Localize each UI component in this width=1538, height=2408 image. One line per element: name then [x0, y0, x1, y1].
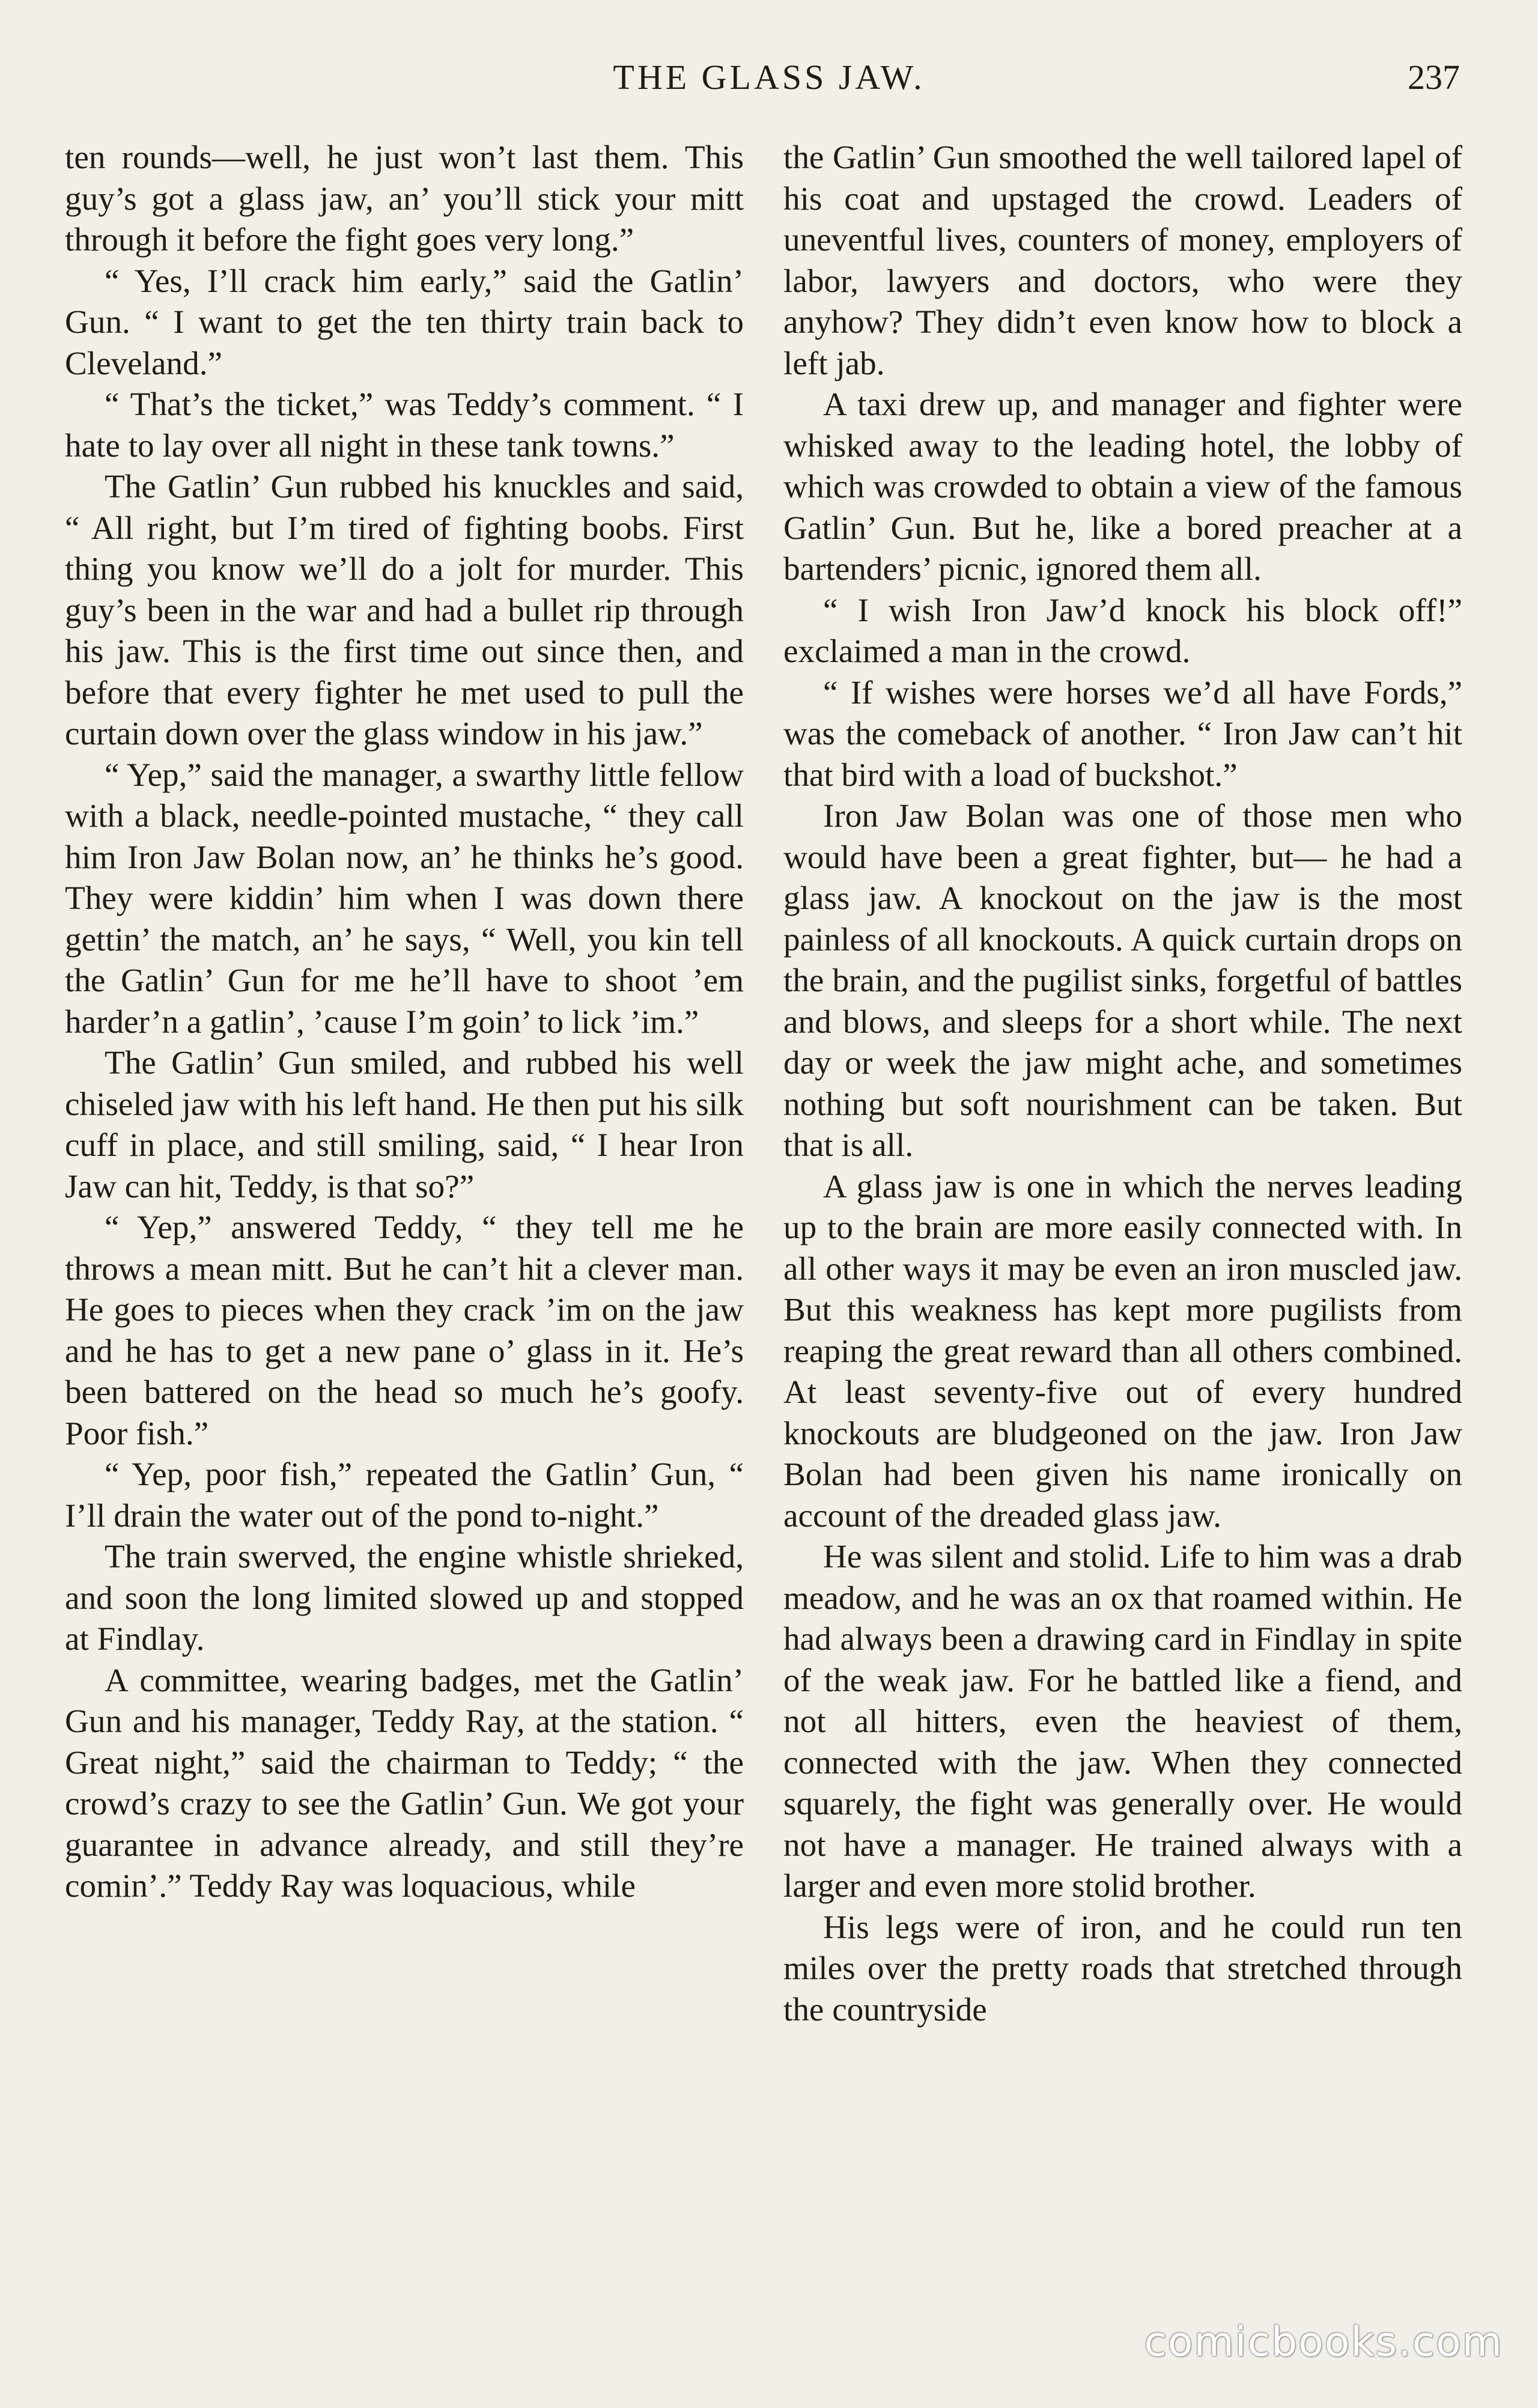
- paragraph: A committee, wearing badges, met the Gatlin’ Gun and his manager, Teddy Ray, at the station. “ Great night,” said the chairman to Teddy; “ the crowd’s crazy to see the Gatlin’ Gun. We got your guarantee in advance already, and still they’re comin’.” Teddy Ray was loquacious, while: [65, 1661, 744, 1904]
- page-header: [0, 57, 1538, 111]
- left-column: [65, 137, 744, 1907]
- paragraph: A glass jaw is one in which the nerves leading up to the brain are more easily connected with. In all other ways it may be even an iron muscled jaw. But this weakness has kept more pugilists from reaping the great reward than all others combined. At least seventy-five out of every hundred knockouts are bludgeoned on the jaw. Iron Jaw Bolan had been given his name ironically on account of the dreaded glass jaw.: [783, 1167, 1462, 1534]
- right-column: [783, 137, 1462, 2030]
- paragraph: The train swerved, the engine whistle shrieked, and soon the long limited slowed up and stopped at Findlay.: [65, 1538, 744, 1657]
- paragraph: the Gatlin’ Gun smoothed the well tailored lapel of his coat and upstaged the crowd. Leaders of uneventful lives, counters of money, employers of labor, lawyers and doctors, who were they anyhow? They didn’t even know how to block a left jab.: [783, 139, 1462, 382]
- paragraph: Iron Jaw Bolan was one of those men who would have been a great fighter, but— he had a glass jaw. A knockout on the jaw is the most painless of all knockouts. A quick curtain drops on the brain, and the pugilist sinks, forgetful of battles and blows, and sleeps for a short while. The next day or week the jaw might ache, and sometimes nothing but soft nourishment can be taken. But that is all.: [783, 797, 1462, 1163]
- paragraph: “ I wish Iron Jaw’d knock his block off!” exclaimed a man in the crowd.: [783, 591, 1462, 669]
- paragraph: “ If wishes were horses we’d all have Fords,” was the comeback of another. “ Iron Jaw can’t hit that bird with a load of buckshot.”: [783, 673, 1462, 793]
- running-title: THE GLASS JAW.: [613, 58, 925, 97]
- paragraph: “ That’s the ticket,” was Teddy’s comment. “ I hate to lay over all night in these tank towns.”: [65, 386, 744, 464]
- paragraph: He was silent and stolid. Life to him was a drab meadow, and he was an ox that roamed within. He had always been a drawing card in Findlay in spite of the weak jaw. For he battled like a fiend, and not all hitters, even the heaviest of them, connected with the jaw. When they connected squarely, the fight was generally over. He would not have a manager. He trained always with a larger and even more stolid brother.: [783, 1538, 1462, 1904]
- paragraph: ten rounds—well, he just won’t last them. This guy’s got a glass jaw, an’ you’ll stick your mitt through it before the fight goes very long.”: [65, 139, 744, 258]
- paragraph: The Gatlin’ Gun rubbed his knuckles and said, “ All right, but I’m tired of fighting boobs. First thing you know we’ll do a jolt for murder. This guy’s been in the war and had a bullet rip through his jaw. This is the first time out since then, and before that every fighter he met used to pull the curtain down over the glass window in his jaw.”: [65, 468, 744, 752]
- paragraph: The Gatlin’ Gun smiled, and rubbed his well chiseled jaw with his left hand. He then put his silk cuff in place, and still smiling, said, “ I hear Iron Jaw can hit, Teddy, is that so?”: [65, 1044, 744, 1205]
- page-number: 237: [1408, 58, 1460, 97]
- paragraph: His legs were of iron, and he could run ten miles over the pretty roads that stretched through the countryside: [783, 1908, 1462, 2028]
- paragraph: “ Yes, I’ll crack him early,” said the Gatlin’ Gun. “ I want to get the ten thirty train back to Cleveland.”: [65, 262, 744, 382]
- paragraph: “ Yep, poor fish,” repeated the Gatlin’ Gun, “ I’ll drain the water out of the pond to-night.”: [65, 1456, 744, 1534]
- watermark: comicbooks.com: [1144, 2318, 1503, 2366]
- paragraph: “ Yep,” said the manager, a swarthy little fellow with a black, needle-pointed mustache, “ they call him Iron Jaw Bolan now, an’ he thinks he’s good. They were kiddin’ him when I was down there gettin’ the match, an’ he says, “ Well, you kin tell the Gatlin’ Gun for me he’ll have to shoot ’em harder’n a gatlin’, ’cause I’m goin’ to lick ’im.”: [65, 756, 744, 1040]
- paragraph: A taxi drew up, and manager and fighter were whisked away to the leading hotel, the lobby of which was crowded to obtain a view of the famous Gatlin’ Gun. But he, like a bored preacher at a bartenders’ picnic, ignored them all.: [783, 386, 1462, 587]
- paragraph: “ Yep,” answered Teddy, “ they tell me he throws a mean mitt. But he can’t hit a clever man. He goes to pieces when they crack ’im on the jaw and he has to get a new pane o’ glass in it. He’s been battered on the head so much he’s goofy. Poor fish.”: [65, 1209, 744, 1452]
